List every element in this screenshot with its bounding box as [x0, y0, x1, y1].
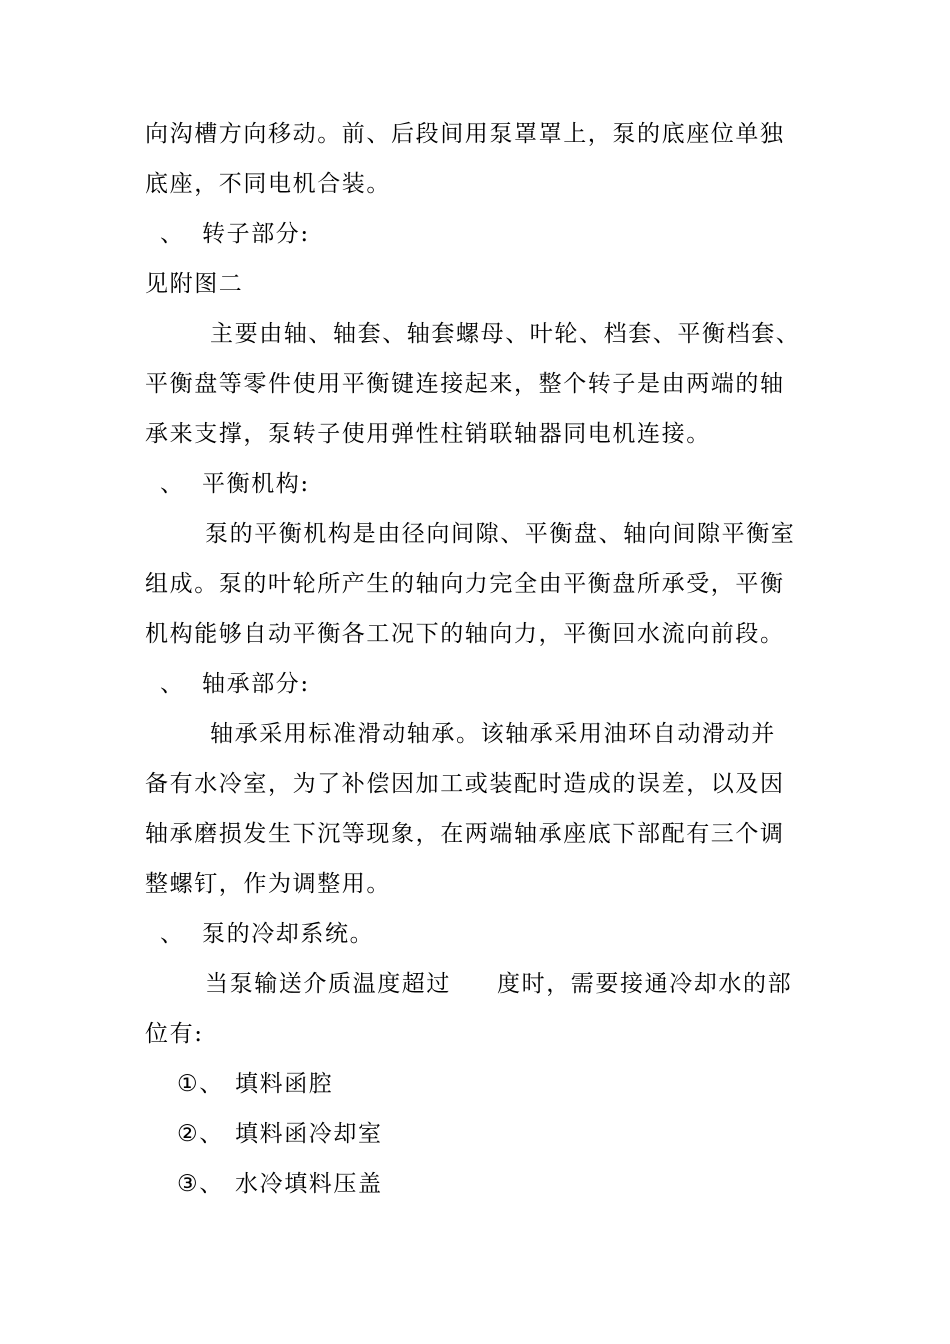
heading-text: 泵的冷却系统。 [202, 921, 375, 947]
heading-text: 轴承部分: [202, 671, 310, 697]
heading-marker: 、 [160, 221, 185, 247]
paragraph-line: 承来支撑，泵转子使用弹性柱销联轴器同电机连接。 [145, 421, 711, 447]
section-heading-cooling [160, 918, 825, 950]
list-text: 填料函腔 [235, 1071, 334, 1097]
paragraph-line [205, 968, 870, 1000]
paragraph-line: 底座，不同电机合装。 [145, 171, 391, 197]
heading-text: 转子部分: [202, 221, 310, 247]
heading-text: 平衡机构: [202, 471, 310, 497]
paragraph-line: 向沟槽方向移动。前、后段间用泵罩罩上，泵的底座位单独 [145, 121, 785, 147]
section-heading-bearing [160, 668, 825, 700]
list-text: 填料函冷却室 [235, 1121, 383, 1147]
paragraph-line: 机构能够自动平衡各工况下的轴向力，平衡回水流向前段。 [145, 621, 785, 647]
paragraph-line: 泵的平衡机构是由径向间隙、平衡盘、轴向间隙平衡室 [205, 521, 796, 547]
figure-reference: 见附图二 [145, 271, 244, 297]
section-heading-balance [160, 468, 825, 500]
paragraph-line: 备有水冷室，为了补偿因加工或装配时造成的误差，以及因 [145, 771, 785, 797]
heading-marker: 、 [160, 921, 185, 947]
text-segment: 度时，需要接通冷却水的部 [497, 971, 793, 997]
list-number: ③、 [177, 1171, 224, 1197]
paragraph-line: 轴承磨损发生下沉等现象，在两端轴承座底下部配有三个调 [145, 821, 785, 847]
list-item [177, 1068, 842, 1100]
list-number: ②、 [177, 1121, 224, 1147]
paragraph-line: 轴承采用标准滑动轴承。该轴承采用油环自动滑动并 [210, 721, 776, 747]
heading-marker: 、 [160, 471, 185, 497]
paragraph-line: 平衡盘等零件使用平衡键连接起来，整个转子是由两端的轴 [145, 371, 785, 397]
text-segment: 当泵输送介质温度超过 [205, 971, 451, 997]
paragraph-line: 整螺钉，作为调整用。 [145, 871, 391, 897]
section-heading-rotor [160, 218, 825, 250]
paragraph-line: 位有: [145, 1021, 204, 1047]
paragraph-line: 组成。泵的叶轮所产生的轴向力完全由平衡盘所承受，平衡 [145, 571, 785, 597]
paragraph-line: 主要由轴、轴套、轴套螺母、叶轮、档套、平衡档套、 [210, 321, 801, 347]
list-number: ①、 [177, 1071, 224, 1097]
list-text: 水冷填料压盖 [235, 1171, 383, 1197]
list-item [177, 1118, 842, 1150]
list-item [177, 1168, 842, 1200]
heading-marker: 、 [160, 671, 185, 697]
